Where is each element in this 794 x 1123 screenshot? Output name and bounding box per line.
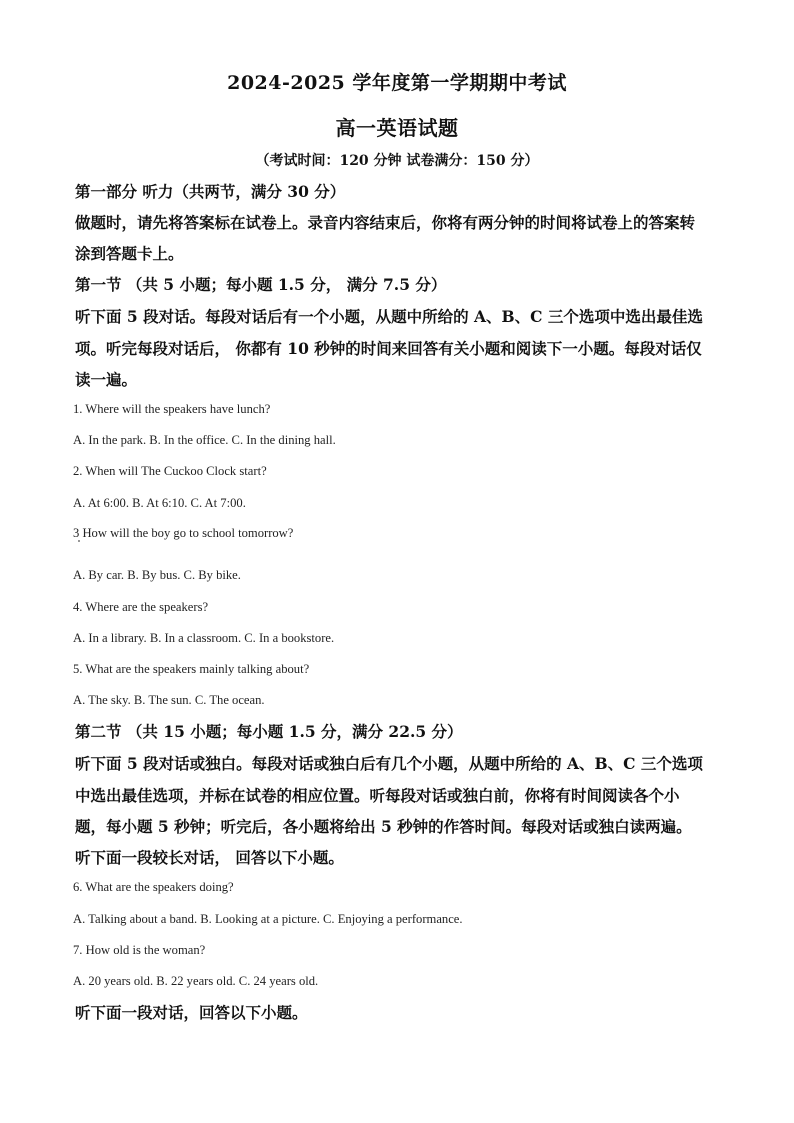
- part1-instruction-line2: 涂到答题卡上。: [75, 244, 184, 263]
- question-7: 7. How old is the woman?: [73, 943, 206, 957]
- question-5-options: A. The sky. B. The sun. C. The ocean.: [73, 693, 265, 707]
- question-5: 5. What are the speakers mainly talking about?: [73, 662, 310, 676]
- question-6-options: A. Talking about a band. B. Looking at a picture. C. Enjoying a performance.: [73, 912, 463, 926]
- part1-instruction-line1: 做题时，请先将答案标在试卷上。录音内容结束后，你将有两分钟的时间将试卷上的答案转: [75, 213, 696, 232]
- question-1-options: A. In the park. B. In the office. C. In the dining hall.: [73, 433, 336, 447]
- question-4: 4. Where are the speakers?: [73, 600, 209, 614]
- section1-instruction-line1: 听下面 5 段对话。每段对话后有一个小题，从题中所给的 A、B、C 三个选项中选出最佳选: [75, 307, 703, 326]
- question-3: 3 How will the boy go to school tomorrow?: [73, 526, 294, 540]
- dialogue-intro-2: 听下面一段对话，回答以下小题。: [75, 1003, 308, 1022]
- section2-instruction-line2: 中选出最佳选项，并标在试卷的相应位置。听每段对话或独白前，你将有时间阅读各个小: [75, 786, 680, 805]
- section2-heading: 第二节 （共 15 小题；每小题 1.5 分，满分 22.5 分）: [75, 722, 463, 741]
- stray-mark: [78, 540, 80, 542]
- section2-instruction-line1: 听下面 5 段对话或独白。每段对话或独白后有几个小题，从题中所给的 A、B、C 三个选项: [75, 754, 703, 773]
- question-7-options: A. 20 years old. B. 22 years old. C. 24 years old.: [73, 974, 319, 988]
- dialogue-intro-1: 听下面一段较长对话， 回答以下小题。: [75, 848, 344, 867]
- question-2: 2. When will The Cuckoo Clock start?: [73, 464, 267, 478]
- question-4-options: A. In a library. B. In a classroom. C. In a bookstore.: [73, 631, 335, 645]
- exam-subject-title: 高一英语试题: [335, 116, 459, 140]
- section1-heading: 第一节 （共 5 小题；每小题 1.5 分， 满分 7.5 分）: [75, 275, 447, 294]
- question-6: 6. What are the speakers doing?: [73, 880, 234, 894]
- section1-instruction-line2: 项。听完每段对话后， 你都有 10 秒钟的时间来回答有关小题和阅读下一小题。每段对话仅: [75, 339, 702, 358]
- section2-instruction-line3: 题，每小题 5 秒钟；听完后，各小题将给出 5 秒钟的作答时间。每段对话或独白读两遍。: [75, 817, 692, 836]
- part1-heading: 第一部分 听力（共两节，满分 30 分）: [75, 182, 346, 201]
- exam-title: 2024-2025 学年度第一学期期中考试: [227, 72, 567, 94]
- question-3-options: A. By car. B. By bus. C. By bike.: [73, 568, 241, 582]
- question-1: 1. Where will the speakers have lunch?: [73, 402, 271, 416]
- exam-time-info: （考试时间：120 分钟 试卷满分：150 分）: [255, 153, 539, 169]
- section1-instruction-line3: 读一遍。: [75, 370, 138, 389]
- question-2-options: A. At 6:00. B. At 6:10. C. At 7:00.: [73, 496, 246, 510]
